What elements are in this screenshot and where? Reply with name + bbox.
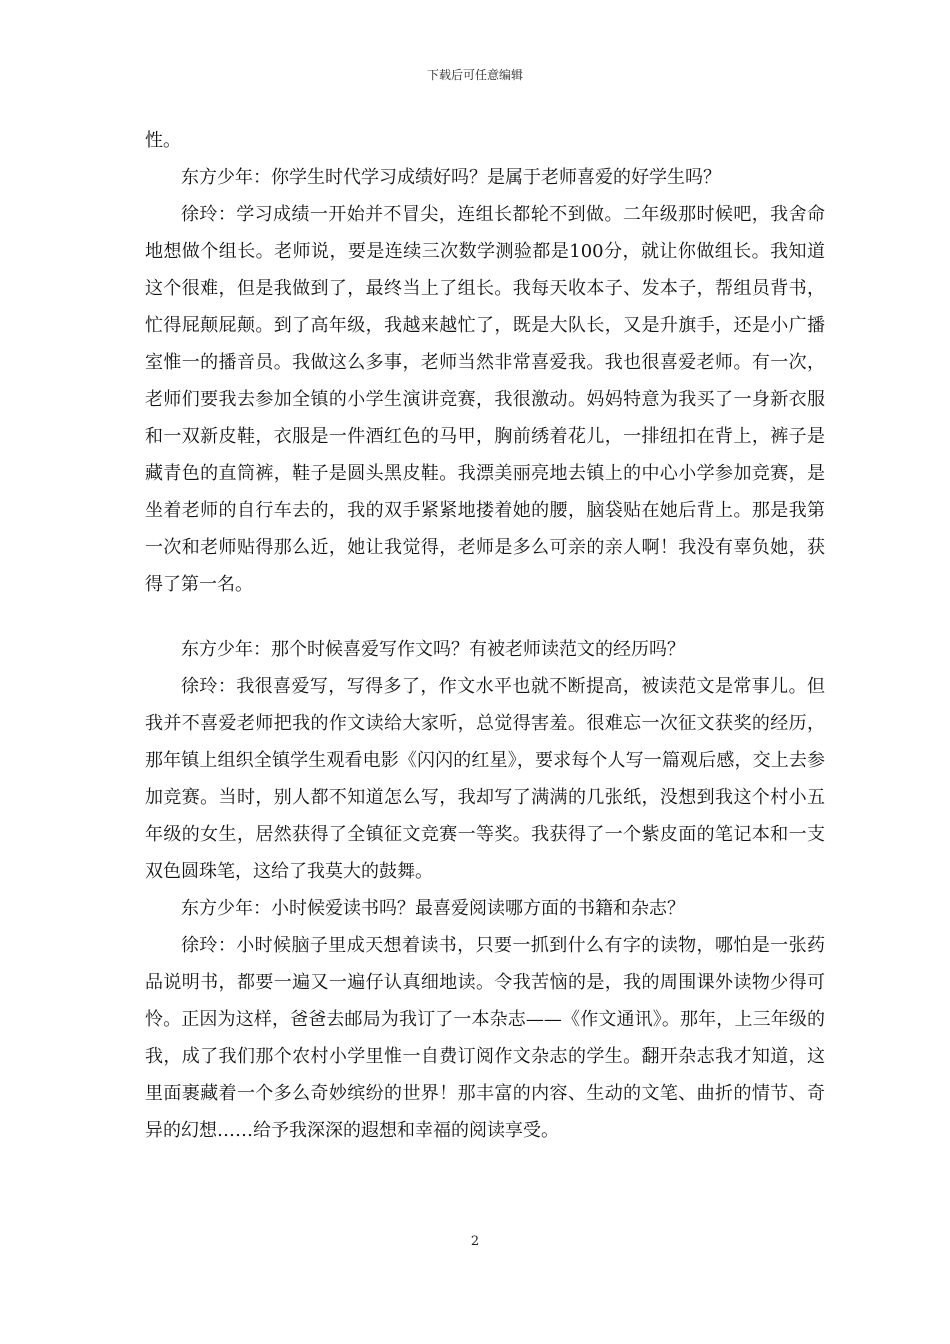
question-paragraph: 东方少年：你学生时代学习成绩好吗？是属于老师喜爱的好学生吗？: [181, 167, 721, 188]
document-body: [145, 122, 825, 1149]
paragraph-spacer: [145, 603, 825, 631]
question-paragraph: 东方少年：小时候爱读书吗？最喜爱阅读哪方面的书籍和杂志？: [181, 898, 685, 919]
answer-paragraph: 徐玲：学习成绩一开始并不冒尖，连组长都轮不到做。二年级那时候吧，我舍命地想做个组长。老师说，要是连续三次数学测验都是100分，就让你做组长。我知道这个很难，但是我做到了，最终当上了组长。我每天收本子、发本子，帮组员背书，忙得屁颠屁颠。到了高年级，我越来越忙了，既是大队长，又是升旗手，还是小广播室惟一的播音员。我做这么多事，老师当然非常喜爱我。我也很喜爱老师。有一次，老师们要我去参加全镇的小学生演讲竞赛，我很激动。妈妈特意为我买了一身新衣服和一双新皮鞋，衣服是一件酒红色的马甲，胸前绣着花儿，一排纽扣在背上，裤子是藏青色的直筒裤，鞋子是圆头黑皮鞋。我漂美丽亮地去镇上的中心小学参加竞赛，是坐着老师的自行车去的，我的双手紧紧地搂着她的腰，脑袋贴在她后背上。那是我第一次和老师贴得那么近，她让我觉得，老师是多么可亲的亲人啊！我没有辜负她，获得了第一名。: [145, 204, 825, 595]
answer-paragraph: 徐玲：我很喜爱写，写得多了，作文水平也就不断提高，被读范文是常事儿。但我并不喜爱老师把我的作文读给大家听，总觉得害羞。很难忘一次征文获奖的经历，那年镇上组织全镇学生观看电影《闪闪的红星》，要求每个人写一篇观后感，交上去参加竞赛。当时，别人都不知道怎么写，我却写了满满的几张纸，没想到我这个村小五年级的女生，居然获得了全镇征文竞赛一等奖。我获得了一个紫皮面的笔记本和一支双色圆珠笔，这给了我莫大的鼓舞。: [145, 676, 825, 882]
page-header: 下载后可任意编辑: [426, 68, 523, 82]
answer-paragraph: 徐玲：小时候脑子里成天想着读书，只要一抓到什么有字的读物，哪怕是一张药品说明书，都要一遍又一遍仔认真细地读。令我苦恼的是，我的周围课外读物少得可怜。正因为这样，爸爸去邮局为我订了一本杂志——《作文通讯》。那年，上三年级的我，成了我们那个农村小学里惟一自费订阅作文杂志的学生。翻开杂志我才知道，这里面裹藏着一个多么奇妙缤纷的世界！那丰富的内容、生动的文笔、曲折的情节、奇异的幻想……给予我深深的遐想和幸福的阅读享受。: [145, 935, 825, 1141]
page-number: 2: [470, 1234, 480, 1249]
question-paragraph: 东方少年：那个时候喜爱写作文吗？有被老师读范文的经历吗？: [181, 639, 685, 660]
paragraph-continuation: 性。: [145, 130, 181, 151]
